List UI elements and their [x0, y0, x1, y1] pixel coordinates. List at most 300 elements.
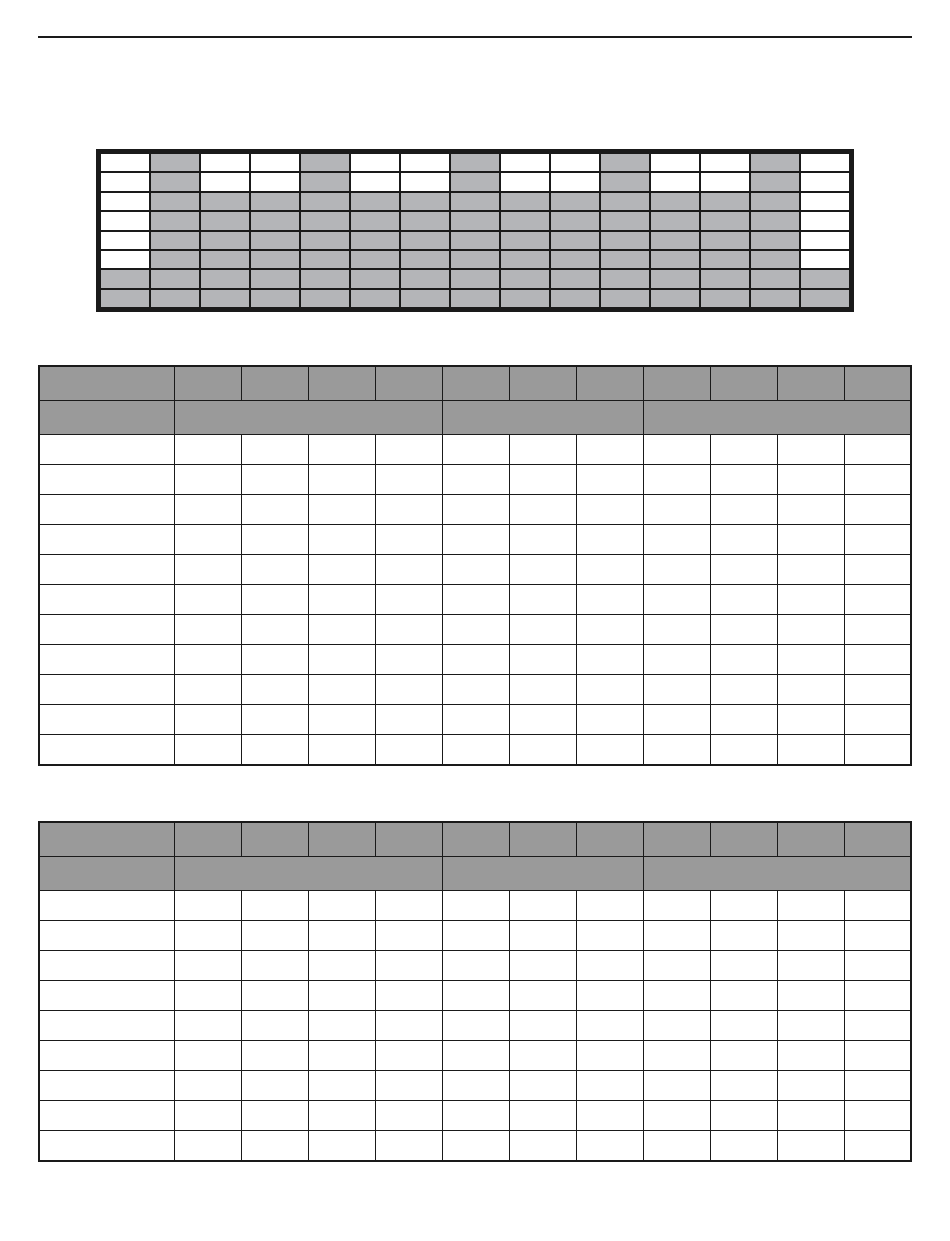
table-cell[interactable] [643, 735, 710, 766]
table-cell[interactable] [174, 615, 241, 645]
table-cell[interactable] [777, 1101, 844, 1131]
table-cell[interactable] [375, 645, 442, 675]
table-cell[interactable] [509, 645, 576, 675]
row-label-cell[interactable] [39, 525, 174, 555]
table-cell[interactable] [643, 891, 710, 921]
header-cell [777, 822, 844, 857]
shaded-cell [700, 192, 750, 211]
header-cell [509, 366, 576, 401]
table-cell[interactable] [710, 615, 777, 645]
table-cell[interactable] [241, 921, 308, 951]
blank-cell [100, 192, 150, 211]
table-cell[interactable] [308, 585, 375, 615]
table-cell[interactable] [509, 435, 576, 465]
table-cell[interactable] [442, 1131, 509, 1162]
shaded-cell [550, 192, 600, 211]
table-cell[interactable] [442, 951, 509, 981]
table-cell[interactable] [442, 555, 509, 585]
table-cell[interactable] [710, 435, 777, 465]
table-cell[interactable] [576, 675, 643, 705]
table-cell[interactable] [844, 951, 911, 981]
table-cell[interactable] [442, 891, 509, 921]
table-cell[interactable] [576, 435, 643, 465]
shaded-cell [450, 211, 500, 230]
table-cell[interactable] [241, 465, 308, 495]
row-label-cell[interactable] [39, 435, 174, 465]
table-cell[interactable] [777, 951, 844, 981]
table-cell[interactable] [308, 735, 375, 766]
table-group-row [39, 401, 911, 435]
shaded-cell [350, 231, 400, 250]
table-cell[interactable] [375, 891, 442, 921]
table-cell[interactable] [710, 495, 777, 525]
table-cell[interactable] [308, 1041, 375, 1071]
table-cell[interactable] [442, 1071, 509, 1101]
table-cell[interactable] [308, 615, 375, 645]
table-cell[interactable] [844, 1041, 911, 1071]
table-cell[interactable] [844, 615, 911, 645]
shaded-cell [100, 289, 150, 308]
table-cell[interactable] [308, 981, 375, 1011]
table-cell[interactable] [710, 555, 777, 585]
table-cell[interactable] [174, 645, 241, 675]
table-cell[interactable] [844, 585, 911, 615]
table-row [39, 1131, 911, 1162]
table-cell[interactable] [509, 585, 576, 615]
table-cell[interactable] [777, 1041, 844, 1071]
table-cell[interactable] [777, 891, 844, 921]
table-cell[interactable] [844, 705, 911, 735]
table-cell[interactable] [643, 465, 710, 495]
table-cell[interactable] [844, 495, 911, 525]
table-cell[interactable] [777, 921, 844, 951]
header-cell [643, 822, 710, 857]
header-cell [844, 822, 911, 857]
shaded-cell [300, 231, 350, 250]
table-cell[interactable] [576, 555, 643, 585]
table-cell[interactable] [308, 705, 375, 735]
table-cell[interactable] [241, 981, 308, 1011]
table-cell[interactable] [509, 921, 576, 951]
table-cell[interactable] [375, 585, 442, 615]
table-cell[interactable] [241, 1131, 308, 1162]
table-cell[interactable] [174, 435, 241, 465]
table-cell[interactable] [308, 675, 375, 705]
table-cell[interactable] [241, 1101, 308, 1131]
table-cell[interactable] [509, 555, 576, 585]
table-cell[interactable] [241, 1041, 308, 1071]
table-cell[interactable] [241, 675, 308, 705]
shaded-cell [400, 192, 450, 211]
table-cell[interactable] [375, 705, 442, 735]
table-cell[interactable] [844, 1101, 911, 1131]
table-cell[interactable] [174, 585, 241, 615]
table-cell[interactable] [174, 891, 241, 921]
table-cell[interactable] [308, 435, 375, 465]
table-cell[interactable] [643, 1071, 710, 1101]
table-cell[interactable] [777, 1131, 844, 1162]
table-cell[interactable] [710, 981, 777, 1011]
shaded-cell [650, 289, 700, 308]
table-cell[interactable] [509, 615, 576, 645]
table-cell[interactable] [174, 1131, 241, 1162]
table-cell[interactable] [777, 645, 844, 675]
group-label-cell [39, 857, 174, 891]
table-cell[interactable] [308, 1011, 375, 1041]
table-cell[interactable] [174, 1101, 241, 1131]
table-cell[interactable] [710, 951, 777, 981]
table-cell[interactable] [375, 435, 442, 465]
table-cell[interactable] [375, 735, 442, 766]
blank-cell [350, 153, 400, 172]
row-label-cell[interactable] [39, 1101, 174, 1131]
table-cell[interactable] [509, 1041, 576, 1071]
table-cell[interactable] [844, 891, 911, 921]
table-cell[interactable] [710, 891, 777, 921]
table-cell[interactable] [174, 465, 241, 495]
table-cell[interactable] [241, 525, 308, 555]
table-cell[interactable] [442, 1101, 509, 1131]
table-cell[interactable] [509, 735, 576, 766]
row-label-cell[interactable] [39, 921, 174, 951]
blank-cell [650, 153, 700, 172]
table-cell[interactable] [241, 705, 308, 735]
table-cell[interactable] [509, 1131, 576, 1162]
shaded-cell [200, 250, 250, 269]
table-cell[interactable] [576, 525, 643, 555]
table-cell[interactable] [174, 1011, 241, 1041]
blank-cell [100, 250, 150, 269]
blank-cell [200, 153, 250, 172]
row-label-cell[interactable] [39, 705, 174, 735]
row-label-cell[interactable] [39, 891, 174, 921]
table-cell[interactable] [710, 705, 777, 735]
table-cell[interactable] [643, 1041, 710, 1071]
table-cell[interactable] [576, 1131, 643, 1162]
table-cell[interactable] [442, 1011, 509, 1041]
table-cell[interactable] [442, 525, 509, 555]
table-cell[interactable] [643, 615, 710, 645]
table-cell[interactable] [643, 645, 710, 675]
table-cell[interactable] [241, 891, 308, 921]
table-cell[interactable] [308, 951, 375, 981]
row-label-cell[interactable] [39, 1041, 174, 1071]
table-cell[interactable] [241, 1071, 308, 1101]
table-cell[interactable] [509, 1101, 576, 1131]
table-cell[interactable] [174, 1041, 241, 1071]
table-cell[interactable] [576, 495, 643, 525]
table-cell[interactable] [844, 525, 911, 555]
table-cell[interactable] [643, 525, 710, 555]
table-cell[interactable] [777, 615, 844, 645]
group-header-cell [174, 857, 442, 891]
table-cell[interactable] [442, 675, 509, 705]
shaded-cell [200, 231, 250, 250]
row-label-cell[interactable] [39, 735, 174, 766]
table-cell[interactable] [643, 1011, 710, 1041]
table-cell[interactable] [375, 1101, 442, 1131]
table-cell[interactable] [174, 981, 241, 1011]
table-cell[interactable] [509, 705, 576, 735]
group-header-cell [442, 401, 643, 435]
table-cell[interactable] [777, 465, 844, 495]
table-cell[interactable] [375, 1011, 442, 1041]
table-cell[interactable] [174, 735, 241, 766]
table-cell[interactable] [844, 921, 911, 951]
shaded-cell [750, 289, 800, 308]
table-cell[interactable] [241, 585, 308, 615]
shaded-cell [150, 192, 200, 211]
table-cell[interactable] [643, 675, 710, 705]
table-cell[interactable] [576, 735, 643, 766]
table-cell[interactable] [509, 1071, 576, 1101]
table-cell[interactable] [576, 645, 643, 675]
table-cell[interactable] [643, 705, 710, 735]
table-cell[interactable] [576, 891, 643, 921]
table-cell[interactable] [576, 705, 643, 735]
table-cell[interactable] [576, 1011, 643, 1041]
blank-cell [650, 172, 700, 191]
shaded-cell [550, 269, 600, 288]
table-cell[interactable] [308, 921, 375, 951]
table-cell[interactable] [442, 1041, 509, 1071]
table-cell[interactable] [174, 525, 241, 555]
row-label-cell[interactable] [39, 495, 174, 525]
table-cell[interactable] [174, 705, 241, 735]
table-cell[interactable] [241, 645, 308, 675]
table-cell[interactable] [643, 495, 710, 525]
table-cell[interactable] [509, 525, 576, 555]
table-cell[interactable] [576, 615, 643, 645]
table-cell[interactable] [710, 525, 777, 555]
row-label-cell[interactable] [39, 645, 174, 675]
table-cell[interactable] [844, 555, 911, 585]
table-cell[interactable] [308, 645, 375, 675]
table-cell[interactable] [174, 951, 241, 981]
table-cell[interactable] [442, 435, 509, 465]
table-cell[interactable] [509, 891, 576, 921]
row-label-cell[interactable] [39, 555, 174, 585]
table-cell[interactable] [844, 645, 911, 675]
table-cell[interactable] [308, 891, 375, 921]
row-label-cell[interactable] [39, 981, 174, 1011]
table-cell[interactable] [509, 1011, 576, 1041]
shaded-grid [96, 149, 854, 312]
table-cell[interactable] [844, 435, 911, 465]
group-label-cell [39, 401, 174, 435]
shaded-cell [150, 231, 200, 250]
shaded-cell [750, 192, 800, 211]
table-cell[interactable] [241, 735, 308, 766]
table-cell[interactable] [643, 555, 710, 585]
table-cell[interactable] [643, 435, 710, 465]
table-cell[interactable] [576, 465, 643, 495]
shaded-cell [450, 153, 500, 172]
table-cell[interactable] [710, 735, 777, 766]
table-cell[interactable] [643, 921, 710, 951]
top-rule [38, 36, 912, 38]
table-cell[interactable] [643, 1101, 710, 1131]
table-cell[interactable] [576, 921, 643, 951]
table-cell[interactable] [442, 495, 509, 525]
shaded-cell [750, 250, 800, 269]
table-cell[interactable] [643, 585, 710, 615]
table-cell[interactable] [710, 645, 777, 675]
table-cell[interactable] [844, 675, 911, 705]
row-label-cell[interactable] [39, 465, 174, 495]
table-cell[interactable] [777, 705, 844, 735]
table-cell[interactable] [241, 615, 308, 645]
table-cell[interactable] [777, 1011, 844, 1041]
table-cell[interactable] [643, 1131, 710, 1162]
data-table-1 [38, 365, 912, 766]
table-cell[interactable] [509, 465, 576, 495]
table-cell[interactable] [375, 1071, 442, 1101]
row-label-cell[interactable] [39, 1131, 174, 1162]
table-cell[interactable] [241, 435, 308, 465]
table-cell[interactable] [442, 735, 509, 766]
table-cell[interactable] [375, 921, 442, 951]
table-cell[interactable] [375, 951, 442, 981]
header-cell [308, 366, 375, 401]
row-label-cell[interactable] [39, 1011, 174, 1041]
table-cell[interactable] [308, 1071, 375, 1101]
row-label-cell[interactable] [39, 675, 174, 705]
table-cell[interactable] [844, 981, 911, 1011]
table-row [39, 1011, 911, 1041]
table-cell[interactable] [375, 1041, 442, 1071]
table-cell[interactable] [241, 951, 308, 981]
table-cell[interactable] [442, 465, 509, 495]
table-cell[interactable] [442, 615, 509, 645]
table-cell[interactable] [509, 981, 576, 1011]
table-cell[interactable] [576, 1041, 643, 1071]
shaded-cell [550, 250, 600, 269]
row-label-cell[interactable] [39, 615, 174, 645]
table-cell[interactable] [375, 981, 442, 1011]
table-cell[interactable] [442, 645, 509, 675]
table-cell[interactable] [844, 735, 911, 766]
table-cell[interactable] [174, 555, 241, 585]
shaded-cell [500, 231, 550, 250]
table-cell[interactable] [844, 1071, 911, 1101]
shaded-cell [400, 269, 450, 288]
table-cell[interactable] [375, 555, 442, 585]
table-cell[interactable] [576, 981, 643, 1011]
header-cell [710, 822, 777, 857]
table-cell[interactable] [308, 495, 375, 525]
shaded-cell [150, 250, 200, 269]
table-cell[interactable] [174, 1071, 241, 1101]
table-cell[interactable] [308, 1101, 375, 1131]
table-cell[interactable] [375, 525, 442, 555]
shaded-cell [600, 153, 650, 172]
table-cell[interactable] [844, 1131, 911, 1162]
table-cell[interactable] [241, 495, 308, 525]
table-cell[interactable] [375, 1131, 442, 1162]
table-cell[interactable] [777, 555, 844, 585]
table-cell[interactable] [710, 675, 777, 705]
table-cell[interactable] [241, 1011, 308, 1041]
table-cell[interactable] [777, 435, 844, 465]
table-cell[interactable] [442, 981, 509, 1011]
shaded-cell [450, 269, 500, 288]
table-cell[interactable] [174, 495, 241, 525]
table-cell[interactable] [375, 495, 442, 525]
table-cell[interactable] [308, 555, 375, 585]
table-cell[interactable] [308, 1131, 375, 1162]
shaded-cell [500, 289, 550, 308]
table-cell[interactable] [710, 1041, 777, 1071]
shaded-cell [350, 289, 400, 308]
row-label-cell[interactable] [39, 1071, 174, 1101]
table-cell[interactable] [442, 705, 509, 735]
row-label-cell[interactable] [39, 951, 174, 981]
table-cell[interactable] [576, 585, 643, 615]
table-cell[interactable] [509, 495, 576, 525]
table-cell[interactable] [844, 1011, 911, 1041]
table-cell[interactable] [442, 585, 509, 615]
table-cell[interactable] [777, 1071, 844, 1101]
table-cell[interactable] [777, 585, 844, 615]
table-cell[interactable] [643, 951, 710, 981]
table-cell[interactable] [777, 675, 844, 705]
table-row [39, 495, 911, 525]
table-row [39, 615, 911, 645]
table-cell[interactable] [710, 1101, 777, 1131]
row-label-cell[interactable] [39, 585, 174, 615]
shaded-cell [150, 269, 200, 288]
table-cell[interactable] [442, 921, 509, 951]
shaded-cell [300, 153, 350, 172]
table-cell[interactable] [509, 951, 576, 981]
table-cell[interactable] [174, 921, 241, 951]
table-cell[interactable] [509, 675, 576, 705]
table-row [39, 1071, 911, 1101]
table-cell[interactable] [777, 735, 844, 766]
table-cell[interactable] [777, 495, 844, 525]
table-cell[interactable] [710, 921, 777, 951]
table-cell[interactable] [308, 465, 375, 495]
shaded-cell [750, 231, 800, 250]
table-cell[interactable] [643, 981, 710, 1011]
table-cell[interactable] [710, 585, 777, 615]
table-cell[interactable] [710, 465, 777, 495]
table-cell[interactable] [174, 675, 241, 705]
table-cell[interactable] [576, 1101, 643, 1131]
table-cell[interactable] [710, 1131, 777, 1162]
blank-cell [250, 153, 300, 172]
table-cell[interactable] [777, 525, 844, 555]
table-cell[interactable] [710, 1071, 777, 1101]
shaded-cell [150, 289, 200, 308]
table-cell[interactable] [375, 615, 442, 645]
table-cell[interactable] [375, 675, 442, 705]
table-cell[interactable] [375, 465, 442, 495]
shaded-cell [750, 172, 800, 191]
table-cell[interactable] [844, 465, 911, 495]
table-cell[interactable] [308, 525, 375, 555]
table-cell[interactable] [576, 1071, 643, 1101]
table-cell[interactable] [241, 555, 308, 585]
shaded-cell [650, 211, 700, 230]
table-cell[interactable] [576, 951, 643, 981]
table-cell[interactable] [777, 981, 844, 1011]
table-cell[interactable] [710, 1011, 777, 1041]
shaded-cell [500, 250, 550, 269]
group-header-cell [643, 401, 911, 435]
shaded-cell [600, 269, 650, 288]
